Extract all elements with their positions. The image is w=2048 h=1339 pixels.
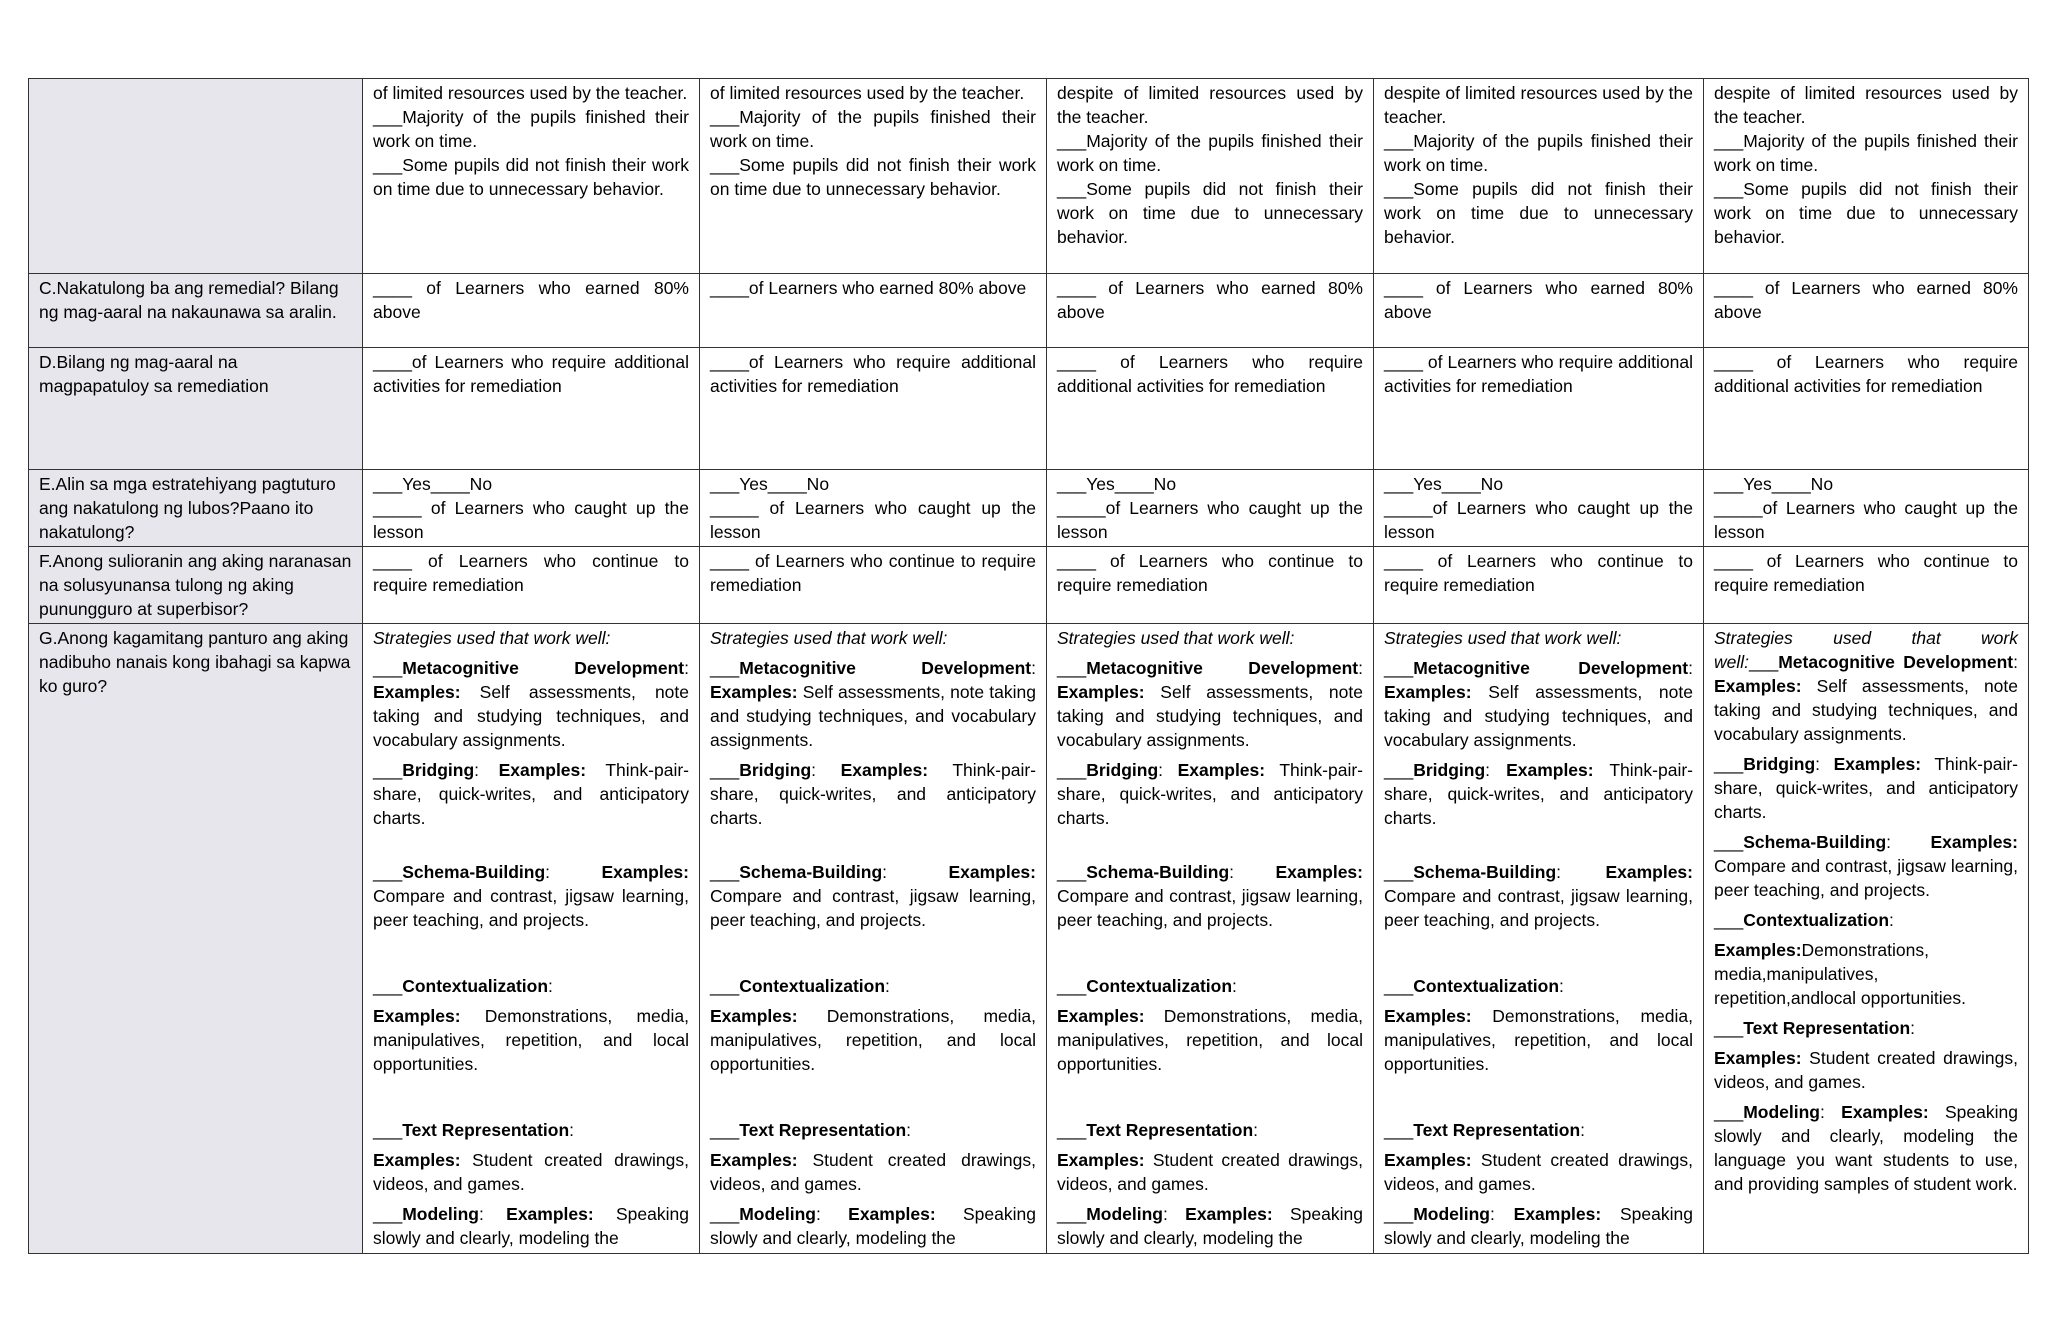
- table-row: [29, 547, 2029, 624]
- row-label: F.Anong sulioranin ang aking naranasan na solusyunansa tulong ng aking punungguro at superbisor?: [29, 547, 363, 624]
- strategies-cell-last: Strategies used that work well:___Metacognitive Development: Examples: Self assessments, note taking and studying techniques, and vocabulary assignments. ___Bridging: Examples: Think-pair-share, quick-writes, and anticipatory charts. ___Schema-Building: Examples: Compare and contrast, jigsaw learning, peer teaching, and projects. ___Contextualization: Examples:Demonstrations, media,manipulatives, repetition,andlocal opportunities. ___Text Representation: Examples: Student created drawings, videos, and games. ___Modeling: Examples: Speaking slowly and clearly, modeling the language you want students to use, and providing samples of student work.: [1704, 624, 2029, 1254]
- row-label: C.Nakatulong ba ang remedial? Bilang ng mag-aaral na nakaunawa sa aralin.: [29, 274, 363, 348]
- table-cell: ____of Learners who require additional activities for remediation: [363, 348, 700, 470]
- table-cell: of limited resources used by the teacher. ___Majority of the pupils finished their work on time. ___Some pupils did not finish their work on time due to unnecessary behavior.: [363, 79, 700, 274]
- strategies-cell: Strategies used that work well: ___Metacognitive Development: Examples: Self assessments, note taking and studying techniques, and vocabulary assignments. ___Bridging: Examples: Think-pair-share, quick-writes, and anticipatory charts. ___Schema-Building: Examples: Compare and contrast, jigsaw learning, peer teaching, and projects. ___Contextualization: Examples: Demonstrations, media, manipulatives, repetition, and local opportunities. ___Text Representation: Examples: Student created drawings, videos, and games. ___Modeling: Examples: Speaking slowly and clearly, modeling the: [1374, 624, 1704, 1254]
- row-label: D.Bilang ng mag-aaral na magpapatuloy sa remediation: [29, 348, 363, 470]
- table-row: [29, 274, 2029, 348]
- reflection-table: [28, 78, 2029, 1254]
- table-cell: ____ of Learners who continue to require remediation: [1374, 547, 1704, 624]
- table-cell: ____of Learners who earned 80% above: [700, 274, 1047, 348]
- table-cell: ___Yes____No _____of Learners who caught up the lesson: [1704, 470, 2029, 547]
- table-cell: ____ of Learners who continue to require remediation: [363, 547, 700, 624]
- table-row: [29, 79, 2029, 274]
- table-cell: ____ of Learners who earned 80% above: [1374, 274, 1704, 348]
- table-cell: ____ of Learners who earned 80% above: [1704, 274, 2029, 348]
- row-label: G.Anong kagamitang panturo ang aking nadibuho nanais kong ibahagi sa kapwa ko guro?: [29, 624, 363, 1254]
- table-cell: ____ of Learners who continue to require remediation: [1704, 547, 2029, 624]
- strategies-intro: Strategies used that work well:: [373, 628, 611, 648]
- strategies-cell: Strategies used that work well: ___Metacognitive Development: Examples: Self assessments, note taking and studying techniques, and vocabulary assignments. ___Bridging: Examples: Think-pair-share, quick-writes, and anticipatory charts. ___Schema-Building: Examples: Compare and contrast, jigsaw learning, peer teaching, and projects. ___Contextualization: Examples: Demonstrations, media, manipulatives, repetition, and local opportunities. ___Text Representation: Examples: Student created drawings, videos, and games. ___Modeling: Examples: Speaking slowly and clearly, modeling the: [700, 624, 1047, 1254]
- row-label: E.Alin sa mga estratehiyang pagtuturo ang nakatulong ng lubos?Paano ito nakatulong?: [29, 470, 363, 547]
- table-cell: despite of limited resources used by the teacher. ___Majority of the pupils finished their work on time. ___Some pupils did not finish their work on time due to unnecessary behavior.: [1047, 79, 1374, 274]
- table-cell: ____ of Learners who continue to require remediation: [1047, 547, 1374, 624]
- table-cell: ____of Learners who require additional activities for remediation: [700, 348, 1047, 470]
- table-row: [29, 470, 2029, 547]
- table-cell: despite of limited resources used by the teacher. ___Majority of the pupils finished their work on time. ___Some pupils did not finish their work on time due to unnecessary behavior.: [1374, 79, 1704, 274]
- table-cell: ____ of Learners who require additional activities for remediation: [1374, 348, 1704, 470]
- table-cell: despite of limited resources used by the teacher. ___Majority of the pupils finished their work on time. ___Some pupils did not finish their work on time due to unnecessary behavior.: [1704, 79, 2029, 274]
- strategies-cell: Strategies used that work well: ___Metacognitive Development: Examples: Self assessments, note taking and studying techniques, and vocabulary assignments. ___Bridging: Examples: Think-pair-share, quick-writes, and anticipatory charts. ___Schema-Building: Examples: Compare and contrast, jigsaw learning, peer teaching, and projects. ___Contextualization: Examples: Demonstrations, media, manipulatives, repetition, and local opportunities. ___Text Representation: Examples: Student created drawings, videos, and games. ___Modeling: Examples: Speaking slowly and clearly, modeling the: [363, 624, 700, 1254]
- row-label: [29, 79, 363, 274]
- table-cell: ___Yes____No _____of Learners who caught up the lesson: [1047, 470, 1374, 547]
- strategies-cell: Strategies used that work well: ___Metacognitive Development: Examples: Self assessments, note taking and studying techniques, and vocabulary assignments. ___Bridging: Examples: Think-pair-share, quick-writes, and anticipatory charts. ___Schema-Building: Examples: Compare and contrast, jigsaw learning, peer teaching, and projects. ___Contextualization: Examples: Demonstrations, media, manipulatives, repetition, and local opportunities. ___Text Representation: Examples: Student created drawings, videos, and games. ___Modeling: Examples: Speaking slowly and clearly, modeling the: [1047, 624, 1374, 1254]
- table-cell: ___Yes____No _____of Learners who caught up the lesson: [1374, 470, 1704, 547]
- table-cell: ____ of Learners who require additional activities for remediation: [1704, 348, 2029, 470]
- table-cell: ___Yes____No _____ of Learners who caught up the lesson: [363, 470, 700, 547]
- table-row: [29, 348, 2029, 470]
- table-cell: ____ of Learners who continue to require remediation: [700, 547, 1047, 624]
- table-cell: ___Yes____No _____ of Learners who caught up the lesson: [700, 470, 1047, 547]
- table-cell: ____ of Learners who require additional activities for remediation: [1047, 348, 1374, 470]
- table-row-strategies: [29, 624, 2029, 1254]
- table-cell: of limited resources used by the teacher. ___Majority of the pupils finished their work on time. ___Some pupils did not finish their work on time due to unnecessary behavior.: [700, 79, 1047, 274]
- table-cell: ____ of Learners who earned 80% above: [363, 274, 700, 348]
- table-cell: ____ of Learners who earned 80% above: [1047, 274, 1374, 348]
